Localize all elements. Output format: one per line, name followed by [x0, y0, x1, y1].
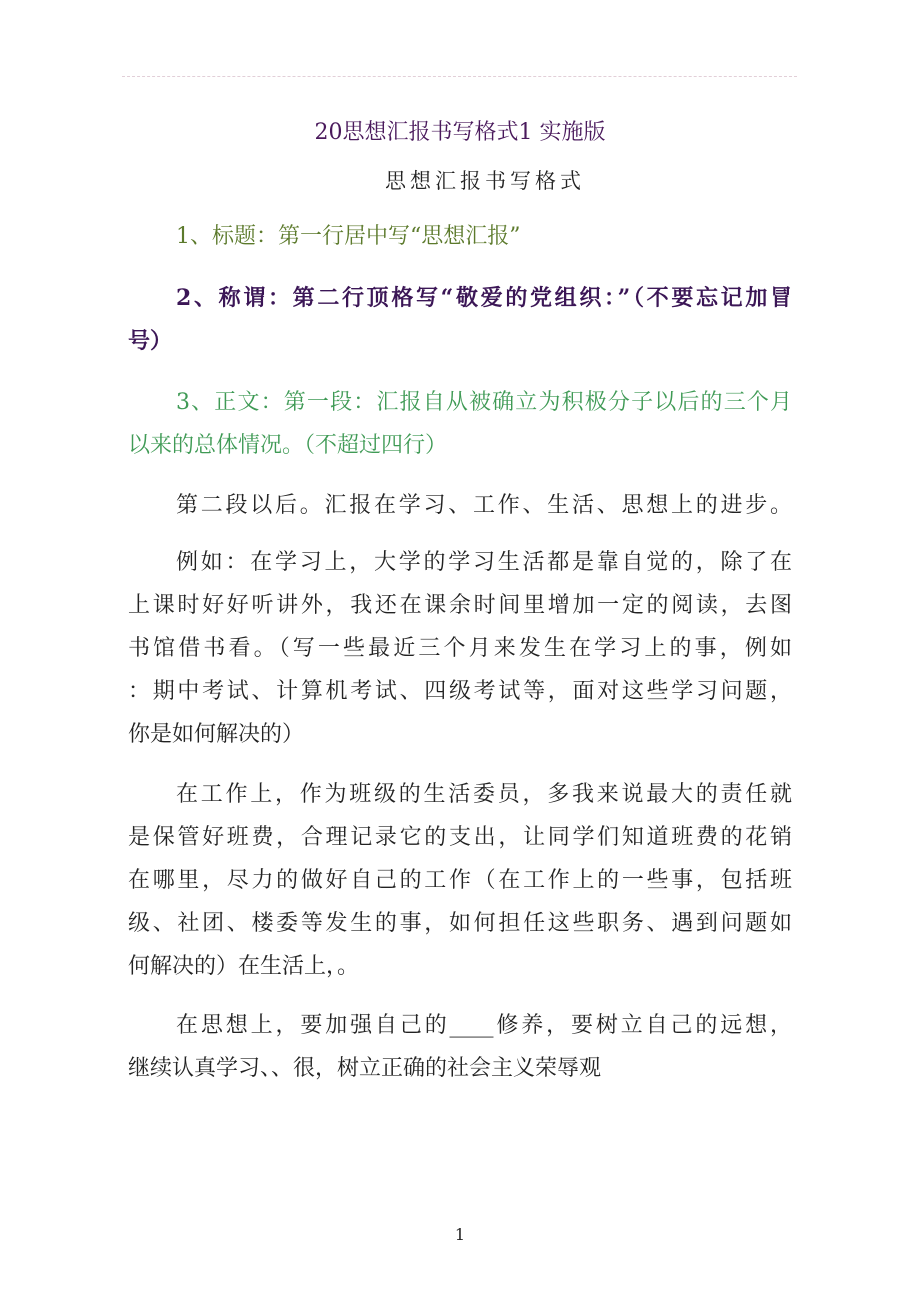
paragraph-3-line: 在工作上，作为班级的生活委员，多我来说最大的责任就 — [176, 782, 792, 807]
header-divider — [122, 76, 797, 77]
paragraph-4-line: 在思想上，要加强自己的____修养，要树立自己的远想， — [176, 1013, 792, 1038]
document-subtitle: 思想汇报书写格式 — [385, 169, 585, 193]
item-3-line: 3、正文：第一段：汇报自从被确立为积极分子以后的三个月 — [176, 390, 792, 415]
paragraph-3-line: 是保管好班费，合理记录它的支出，让同学们知道班费的花销 — [128, 825, 792, 850]
paragraph-3-line: 何解决的）在生活上，。 — [128, 954, 360, 979]
paragraph-4-line: 继续认真学习、、很，树立正确的社会主义荣辱观 — [128, 1056, 602, 1081]
paragraph-2-line: 书馆借书看。（写一些最近三个月来发生在学习上的事，例如 — [128, 636, 792, 661]
document-title: 20思想汇报书写格式1 实施版 — [314, 120, 606, 145]
paragraph-3-line: 在哪里，尽力的做好自己的工作（在工作上的一些事，包括班 — [128, 868, 792, 893]
item-1: 1、标题：第一行居中写“思想汇报” — [176, 224, 521, 249]
paragraph-1: 第二段以后。汇报在学习、工作、生活、思想上的进步。 — [176, 493, 792, 518]
paragraph-2-line: 你是如何解决的） — [128, 722, 305, 747]
paragraph-2-line: 例如：在学习上，大学的学习生活都是靠自觉的，除了在 — [176, 550, 792, 575]
paragraph-2-line: ：期中考试、计算机考试、四级考试等，面对这些学习问题， — [128, 679, 792, 704]
item-3-line: 以来的总体情况。（不超过四行） — [128, 433, 448, 458]
paragraph-3-line: 级、社团、楼委等发生的事，如何担任这些职务、遇到问题如 — [128, 911, 792, 936]
item-2-line: 2、称谓：第二行顶格写“敬爱的党组织：”（不要忘记加冒 — [176, 285, 792, 311]
page-number: 1 — [454, 1225, 466, 1244]
paragraph-2-line: 上课时好好听讲外，我还在课余时间里增加一定的阅读，去图 — [128, 593, 792, 618]
item-2-line: 号） — [128, 328, 173, 354]
